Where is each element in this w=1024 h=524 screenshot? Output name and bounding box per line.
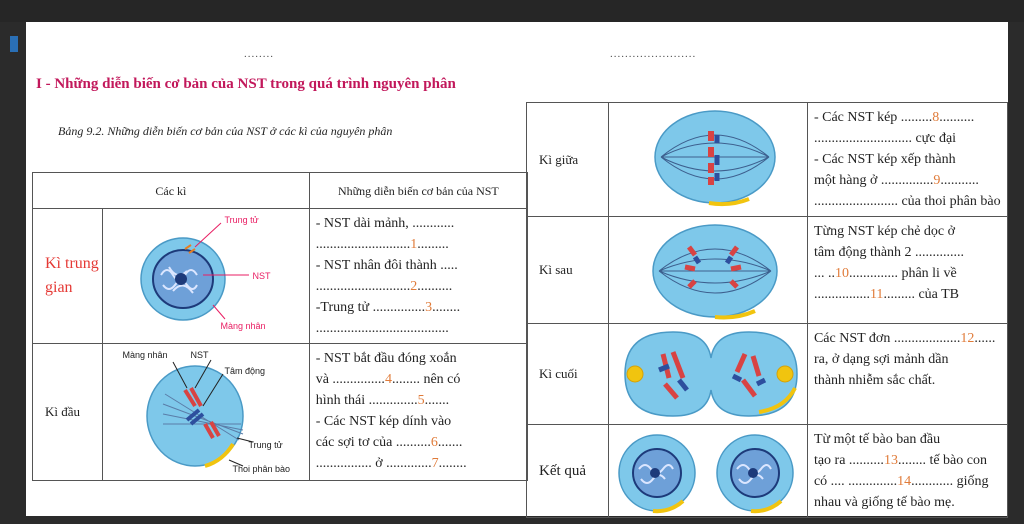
table-row <box>527 324 1008 425</box>
anaphase-image-cell <box>608 217 807 324</box>
desc-line: ...........................2.......... <box>315 279 453 294</box>
telophase-image-cell <box>608 324 807 425</box>
stage-telophase: Kì cuối <box>527 324 609 425</box>
stage-result: Kết quả <box>527 425 609 518</box>
desc-line: hình thái ..............5....... <box>315 393 450 408</box>
desc-line: ........................ của thoi phân bào <box>813 194 1001 209</box>
desc-line: ............................ cực đại <box>813 131 957 146</box>
label-centromere: Tâm động <box>224 366 266 376</box>
document-page <box>26 22 1008 516</box>
table-row <box>527 217 1008 324</box>
desc-line: ...........................1......... <box>315 237 449 252</box>
result-image-cell <box>608 425 807 518</box>
anaphase-illustration <box>609 217 807 323</box>
result-description <box>807 425 1007 518</box>
metaphase-illustration <box>609 103 807 209</box>
desc-line: - Các NST kép dính vào <box>315 414 452 429</box>
desc-line: có .... ..............14............ giống <box>813 474 989 489</box>
desc-line: các sợi tơ của ..........6....... <box>315 435 463 450</box>
label-membrane: Màng nhân <box>220 321 266 331</box>
desc-line: thành nhiễm sắc chất. <box>813 373 936 388</box>
stage-metaphase: Kì giữa <box>527 103 609 217</box>
header-stage: Các kì <box>33 173 310 209</box>
section-heading: I - Những diễn biến cơ bản của NST trong quá trình nguyên phân <box>36 76 456 92</box>
desc-line: một hàng ở ...............9........... <box>813 173 979 188</box>
table-row <box>527 425 1008 518</box>
label-spindle: Thoi phân bào <box>232 464 291 474</box>
prophase-image-cell <box>102 344 309 481</box>
desc-line: -Trung tử ...............3........ <box>315 300 461 315</box>
table-row <box>527 103 1008 217</box>
desc-line: Từng NST kép chẻ dọc ở <box>813 224 956 239</box>
desc-line: và ...............4........ nên có <box>315 372 461 387</box>
label-nst: NST <box>252 271 271 281</box>
desc-line: - NST nhân đôi thành ..... <box>315 258 458 273</box>
right-table <box>526 102 1008 518</box>
label-centriole: Trung tử <box>224 215 259 225</box>
interphase-description <box>309 209 527 344</box>
prophase-illustration <box>103 344 307 480</box>
interphase-illustration <box>103 209 307 343</box>
desc-line: tâm động thành 2 .............. <box>813 245 965 260</box>
stage-anaphase: Kì sau <box>527 217 609 324</box>
left-table <box>32 172 528 481</box>
desc-line: nhau và giống tế bào mẹ. <box>813 495 955 510</box>
desc-line: ...................................... <box>315 321 449 336</box>
telophase-illustration <box>609 324 807 424</box>
header-dots-left: ........ <box>244 48 274 60</box>
desc-line: Từ một tế bào ban đầu <box>813 432 941 447</box>
desc-line: - Các NST kép .........8.......... <box>813 110 975 125</box>
metaphase-description <box>807 103 1007 217</box>
stage-prophase: Kì đầu <box>33 344 103 481</box>
desc-line: ................11......... của TB <box>813 287 960 302</box>
desc-line: tạo ra ..........13........ tế bào con <box>813 453 987 468</box>
desc-line: - NST dài mảnh, ............ <box>315 216 455 231</box>
interphase-image-cell <box>102 209 309 344</box>
prophase-description <box>309 344 527 481</box>
anaphase-description <box>807 217 1007 324</box>
desc-line: ... ..10.............. phân li về <box>813 266 957 281</box>
top-bar <box>0 0 1024 22</box>
desc-line: - Các NST kép xếp thành <box>813 152 956 167</box>
header-dots-right: ....................... <box>610 48 697 60</box>
table-row <box>33 344 528 481</box>
header-description: Những diễn biến cơ bản của NST <box>309 173 527 209</box>
desc-line: ................ ở .............7........ <box>315 456 467 471</box>
metaphase-image-cell <box>608 103 807 217</box>
table-caption: Bảng 9.2. Những diễn biến cơ bản của NST ở các kì của nguyên phân <box>58 124 393 138</box>
label-nst: NST <box>190 350 209 360</box>
side-marker <box>10 36 18 52</box>
table-row <box>33 209 528 344</box>
desc-line: ra, ở dạng sợi mảnh dần <box>813 352 949 367</box>
result-illustration <box>609 425 807 517</box>
label-centriole: Trung tử <box>248 440 283 450</box>
desc-line: - NST bắt đầu đóng xoắn <box>315 351 457 366</box>
telophase-description <box>807 324 1007 425</box>
label-membrane: Màng nhân <box>122 350 168 360</box>
stage-interphase: Kì trung gian <box>33 209 103 344</box>
desc-line: Các NST đơn ...................12...... <box>813 331 996 346</box>
